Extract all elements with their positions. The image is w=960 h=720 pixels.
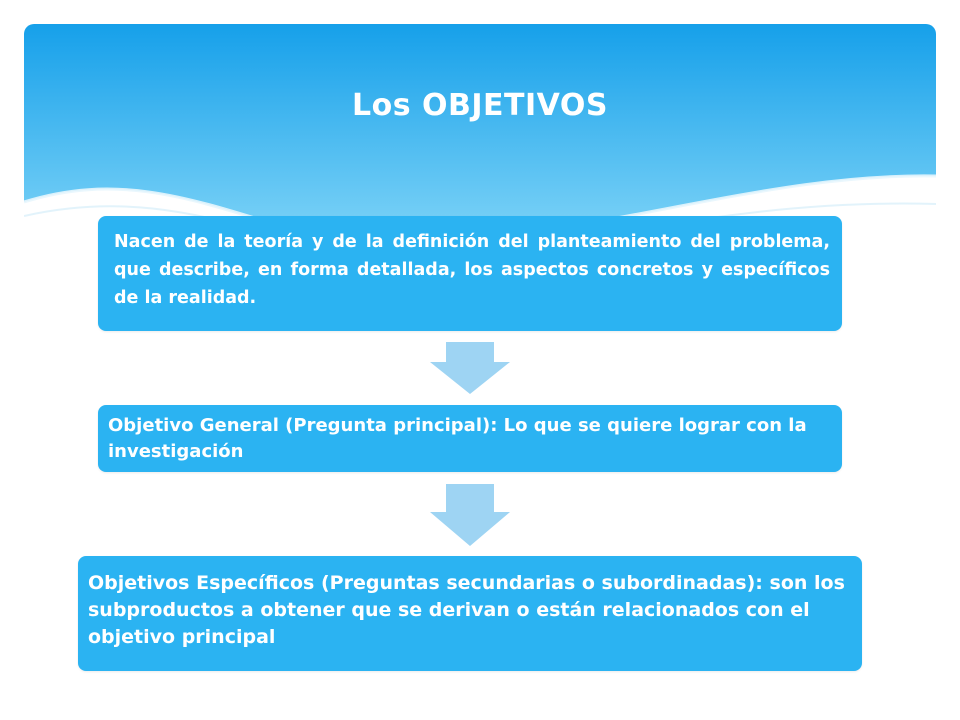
specific-objectives-box [78, 556, 862, 671]
down-arrow-icon [430, 484, 510, 546]
theory-box-text: Nacen de la teoría y de la definición del planteamiento del problema, que describe, en forma detallada, los aspectos concretos y específicos de la realidad. [114, 232, 830, 308]
down-arrow-icon [430, 342, 510, 394]
theory-box [98, 216, 842, 331]
general-objective-box [98, 405, 842, 472]
slide-title: Los OBJETIVOS [352, 88, 608, 123]
general-objective-text: Objetivo General (Pregunta principal): Lo que se quiere lograr con la investigación [108, 415, 807, 462]
specific-objectives-text: Objetivos Específicos (Preguntas secundarias o subordinadas): son los subproductos a obtener que se derivan o están relacionados con el objetivo principal [88, 572, 845, 648]
